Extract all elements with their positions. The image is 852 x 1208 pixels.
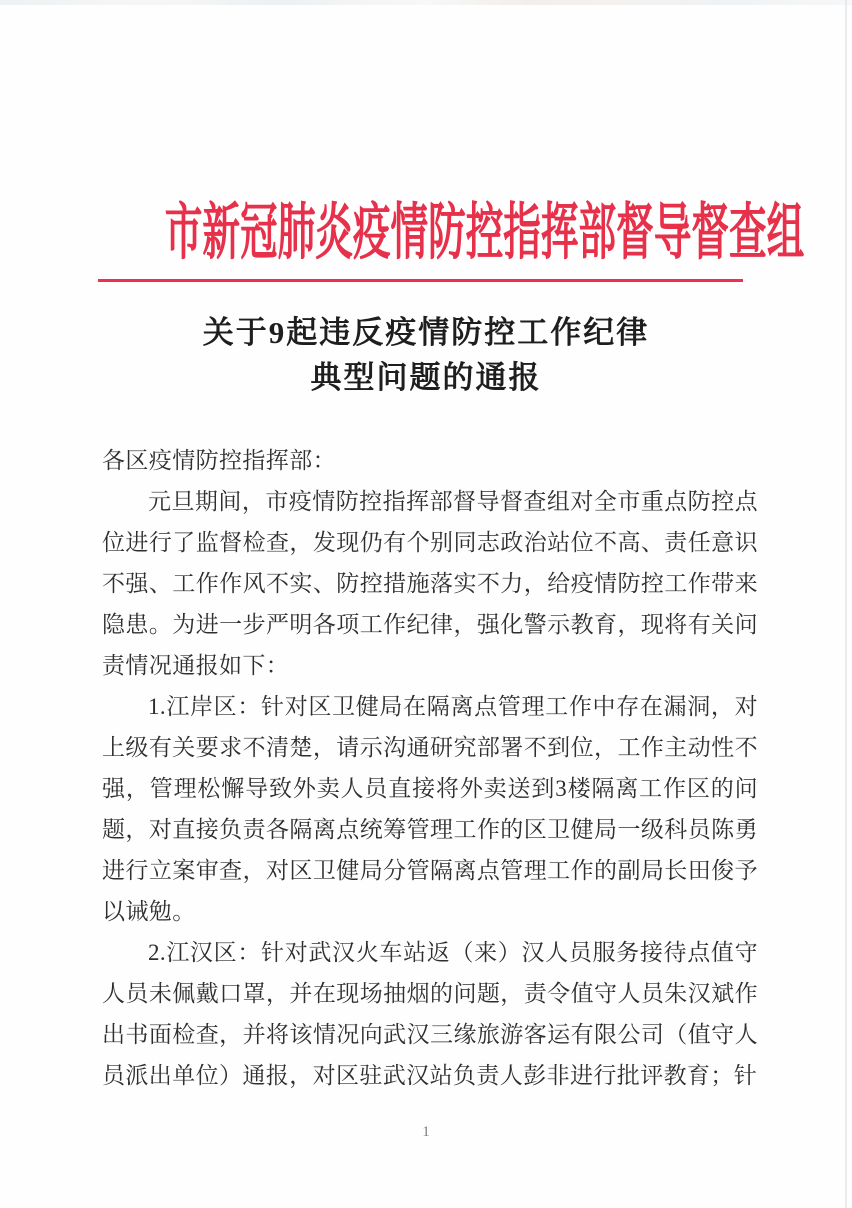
- document-title-line2: 典型问题的通报: [310, 360, 542, 395]
- page-number: 1: [422, 1124, 430, 1140]
- body-paragraph-case-1: 1.江岸区：针对区卫健局在隔离点管理工作中存在漏洞，对上级有关要求不清楚，请示沟通研究部署不到位，工作主动性不强，管理松懈导致外卖人员直接将外卖送到3楼隔离工作区的问题，对直接负责各隔离点统筹管理工作的区卫健局一级科员陈勇进行立案审查，对区卫健局分管隔离点管理工作的副局长田俊予以诫勉。: [102, 694, 758, 924]
- document-org-header: [0, 186, 852, 268]
- org-header-text: 市新冠肺炎疫情防控指挥部督导督查组: [164, 198, 805, 267]
- scan-artifact-top-edge: [0, 0, 852, 5]
- document-title: [0, 310, 852, 400]
- document-body: [102, 440, 758, 1096]
- header-divider-line: [98, 279, 743, 282]
- scan-artifact-right-edge: [845, 0, 847, 1208]
- body-paragraph-case-2: 2.江汉区：针对武汉火车站返（来）汉人员服务接待点值守人员未佩戴口罩，并在现场抽烟的问题，责令值守人员朱汉斌作出书面检查，并将该情况向武汉三缘旅游客运有限公司（值守人员派出单位）通报，对区驻武汉站负责人彭非进行批评教育；针: [102, 940, 758, 1088]
- body-paragraph-intro: 元旦期间，市疫情防控指挥部督导督查组对全市重点防控点位进行了监督检查，发现仍有个别同志政治站位不高、责任意识不强、工作作风不实、防控措施落实不力，给疫情防控工作带来隐患。为进一步严明各项工作纪律，强化警示教育，现将有关问责情况通报如下：: [102, 489, 758, 678]
- salutation-line: 各区疫情防控指挥部：: [102, 448, 336, 473]
- document-title-line1: 关于9起违反疫情防控工作纪律: [202, 315, 650, 350]
